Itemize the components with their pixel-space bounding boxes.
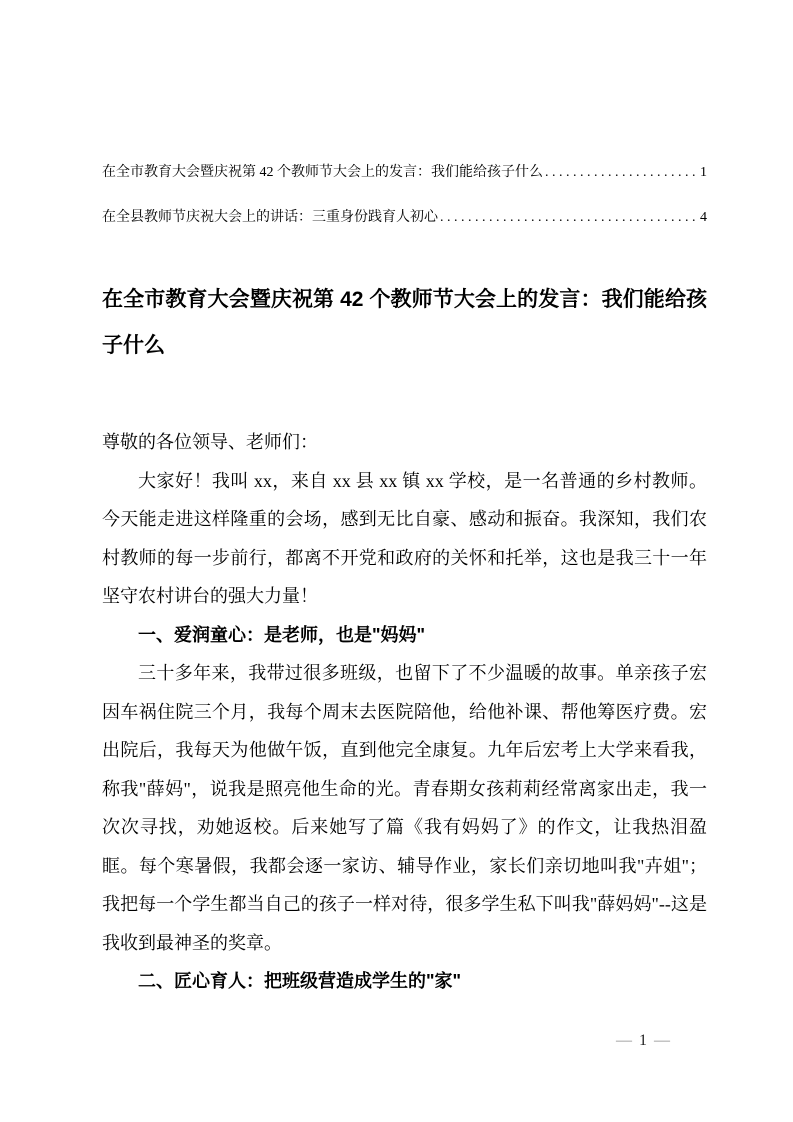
paragraph-intro: 大家好！我叫 xx，来自 xx 县 xx 镇 xx 学校，是一名普通的乡村教师。今天能走进这样隆重的会场，感到无比自豪、感动和振奋。我深知，我们农村教师的每一步前行，都离不开党和政府的关怀和托举，这也是我三十一年坚守农村讲台的强大力量！: [102, 470, 707, 606]
salutation-line: 尊敬的各位领导、老师们：: [102, 432, 318, 452]
toc-entry-page-number: 1: [700, 165, 707, 180]
document-title: 在全市教育大会暨庆祝第 42 个教师节大会上的发言：我们能给孩子什么: [102, 288, 707, 357]
footer-page-number: 1: [639, 1032, 647, 1049]
toc-entry-2[interactable]: [102, 195, 707, 240]
page-number: [616, 1030, 670, 1052]
toc-dot-leader: [440, 195, 696, 240]
toc-entry-1[interactable]: [102, 150, 707, 195]
section-heading-2: 二、匠心育人：把班级营造成学生的"家": [138, 971, 462, 991]
paragraph-section-1: 三十多年来，我带过很多班级，也留下了不少温暖的故事。单亲孩子宏因车祸住院三个月，我每个周末去医院陪他，给他补课、帮他筹医疗费。宏出院后，我每天为他做午饭，直到他完全康复。九年后宏考上大学来看我，称我"薛妈"，说我是照亮他生命的光。青春期女孩莉莉经常离家出走，我一次次寻找，劝她返校。后来她写了篇《我有妈妈了》的作文，让我热泪盈眶。每个寒暑假，我都会逐一家访、辅导作业，家长们亲切地叫我"卉姐"；我把每一个学生都当自己的孩子一样对待，很多学生私下叫我"薛妈妈"--这是我收到最神圣的奖章。: [102, 663, 707, 953]
footer-left-dash: —: [616, 1032, 632, 1049]
toc-entry-title: 在全市教育大会暨庆祝第 42 个教师节大会上的发言：我们能给孩子什么: [102, 165, 543, 180]
toc-dot-leader: [545, 150, 696, 195]
toc-entry-title: 在全县教师节庆祝大会上的讲话：三重身份践育人初心: [102, 210, 438, 225]
toc-entry-page-number: 4: [700, 210, 707, 225]
document-body: [102, 423, 707, 1001]
table-of-contents: [102, 150, 707, 240]
section-heading-1: 一、爱润童心：是老师，也是"妈妈": [138, 624, 426, 645]
footer-right-dash: —: [654, 1032, 670, 1049]
